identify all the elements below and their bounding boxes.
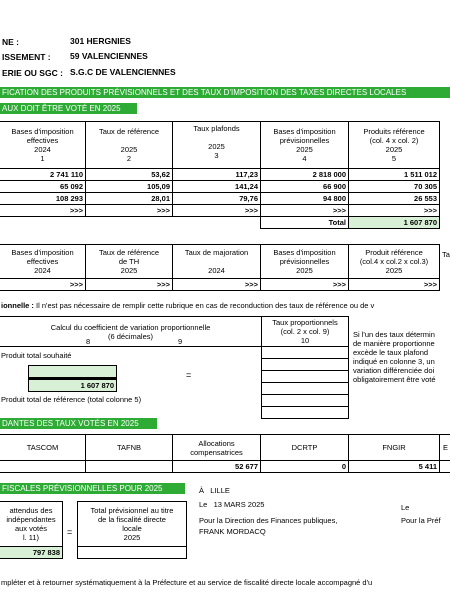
total-header: Total prévisionnel au titre de la fiscalité directe locale 2025 bbox=[78, 502, 187, 547]
col-header: Produit référence (col.4 x col.2 x col.3) 2025 bbox=[349, 245, 440, 279]
table-row bbox=[0, 205, 440, 217]
cell: 28,01 bbox=[86, 193, 173, 205]
cell: 65 092 bbox=[0, 181, 86, 193]
footer-text: mpléter et à retourner systématiquement à la Préfecture et au service de fiscalité directe locale accompagné d'u bbox=[1, 578, 373, 587]
cell: >>> bbox=[349, 205, 440, 217]
table-row bbox=[0, 181, 440, 193]
cell: 79,76 bbox=[173, 193, 261, 205]
col-header: Taux de référence 2025 2 bbox=[86, 122, 173, 169]
total-row bbox=[0, 217, 440, 229]
cell: 141,24 bbox=[173, 181, 261, 193]
cell: >>> bbox=[0, 279, 86, 291]
cell bbox=[86, 461, 173, 473]
date-line: Le 13 MARS 2025 bbox=[199, 500, 265, 509]
cell: 94 800 bbox=[261, 193, 349, 205]
taux-proportionnels-table bbox=[261, 316, 349, 419]
cell bbox=[440, 461, 450, 473]
commune-value: 301 HERGNIES bbox=[70, 36, 131, 46]
cell: >>> bbox=[86, 205, 173, 217]
section1-title-band: FICATION DES PRODUITS PRÉVISIONNELS ET DES TAUX D'IMPOSITION DES TAXES DIRECTES LOCALES bbox=[0, 87, 450, 98]
col-header: Taux de référence de TH 2025 bbox=[86, 245, 173, 279]
coef-header: Calcul du coefficient de variation proportionnelle (6 décimales) bbox=[0, 317, 262, 347]
ressources-table bbox=[0, 434, 450, 473]
col-header: Bases d'imposition effectives 2024 bbox=[0, 245, 86, 279]
cell: >>> bbox=[173, 279, 261, 291]
cell: >>> bbox=[261, 279, 349, 291]
col-header: DCRTP bbox=[261, 435, 349, 461]
cell: 52 677 bbox=[173, 461, 261, 473]
cell: >>> bbox=[86, 279, 173, 291]
col-header: Taux plafonds 2025 3 bbox=[173, 122, 261, 169]
col9-num: 9 bbox=[178, 337, 183, 346]
col-header: Bases d'imposition effectives 2024 1 bbox=[0, 122, 86, 169]
left-value: 797 838 bbox=[0, 547, 63, 559]
table-row bbox=[0, 461, 450, 473]
cell: 105,09 bbox=[86, 181, 173, 193]
col-header: Produits référence (col. 4 x col. 2) 2025 5 bbox=[349, 122, 440, 169]
tresorerie-label: ERIE OU SGC : bbox=[2, 68, 63, 78]
tresorerie-value: S.G.C DE VALENCIENNES bbox=[70, 67, 176, 77]
cell: >>> bbox=[173, 205, 261, 217]
col8-num: 8 bbox=[86, 337, 91, 346]
col-header: Bases d'imposition prévisionnelles 2025 4 bbox=[261, 122, 349, 169]
equals-sign: = bbox=[186, 370, 192, 380]
section3-band: DANTES DES TAUX VOTÉS EN 2025 bbox=[0, 418, 157, 429]
etablissement-value: 59 VALENCIENNES bbox=[70, 51, 148, 61]
cell: 2 818 000 bbox=[261, 169, 349, 181]
coef-table bbox=[0, 316, 262, 347]
taux-prop-header: Taux proportionnels (col. 2 x col. 9) 10 bbox=[262, 317, 349, 347]
col-header: FNGIR bbox=[349, 435, 440, 461]
side-note: Si l'un des taux détermin de manière proportionne excède le taux plafond indiqué en colonne 3, un variation différenciée doi obligatoirement être voté bbox=[353, 330, 436, 384]
le-label-2: Le bbox=[401, 503, 410, 512]
cell: 26 553 bbox=[349, 193, 440, 205]
cell: >>> bbox=[261, 205, 349, 217]
total-label: Total bbox=[261, 217, 349, 229]
th-table-header bbox=[0, 245, 440, 279]
cell: >>> bbox=[0, 205, 86, 217]
produit-reference-label: Produit total de référence (total colonne 5) bbox=[1, 395, 142, 404]
fiscalite-left-table bbox=[0, 501, 63, 559]
col-header: TASCOM bbox=[0, 435, 86, 461]
left-header: attendus des indépendantes aux votés l. 11) bbox=[0, 502, 63, 547]
col-header: E bbox=[440, 435, 450, 461]
produit-souhaite-input[interactable] bbox=[28, 365, 117, 378]
equals-sign-2: = bbox=[67, 527, 73, 537]
produit-reference-value: 1 607 870 bbox=[28, 379, 117, 392]
cell: 2 741 110 bbox=[0, 169, 86, 181]
extra-col-header: Ta bbox=[442, 250, 450, 259]
pour-prefet: Pour la Préf bbox=[401, 516, 441, 525]
cell: 117,23 bbox=[173, 169, 261, 181]
col-header: Bases d'imposition prévisionnelles 2025 bbox=[261, 245, 349, 279]
col-header: Taux de majoration 2024 bbox=[173, 245, 261, 279]
place-line: À LILLE bbox=[199, 486, 230, 495]
produit-souhaite-label: Produit total souhaité bbox=[1, 351, 72, 360]
section1-sub-band: AUX DOIT ÊTRE VOTÉ EN 2025 bbox=[0, 103, 137, 114]
variation-intro: ionnelle : Il n'est pas nécessaire de remplir cette rubrique en cas de reconduction des taux de référence ou de v bbox=[1, 301, 375, 310]
cell bbox=[0, 461, 86, 473]
col-header: TAFNB bbox=[86, 435, 173, 461]
cell: 66 900 bbox=[261, 181, 349, 193]
fiscalite-total-table bbox=[77, 501, 187, 559]
table-row bbox=[0, 193, 440, 205]
direction-label: Pour la Direction des Finances publiques, bbox=[199, 516, 338, 525]
table-row bbox=[0, 279, 440, 291]
cell: 5 411 bbox=[349, 461, 440, 473]
taux-table-header bbox=[0, 122, 440, 169]
etablissement-label: ISSEMENT : bbox=[2, 52, 51, 62]
section4-band: FISCALES PRÉVISIONNELLES POUR 2025 bbox=[0, 483, 185, 494]
cell: 108 293 bbox=[0, 193, 86, 205]
th-table bbox=[0, 244, 440, 291]
total-value-cell[interactable] bbox=[78, 547, 187, 559]
total-value: 1 607 870 bbox=[349, 217, 440, 229]
commune-label: NE : bbox=[2, 37, 19, 47]
signatory-name: FRANK MORDACQ bbox=[199, 527, 266, 536]
cell: 1 511 012 bbox=[349, 169, 440, 181]
cell: >>> bbox=[349, 279, 440, 291]
table-row bbox=[0, 169, 440, 181]
cell: 53,62 bbox=[86, 169, 173, 181]
taux-table bbox=[0, 121, 440, 229]
cell: 0 bbox=[261, 461, 349, 473]
cell: 70 305 bbox=[349, 181, 440, 193]
col-header: Allocations compensatrices bbox=[173, 435, 261, 461]
